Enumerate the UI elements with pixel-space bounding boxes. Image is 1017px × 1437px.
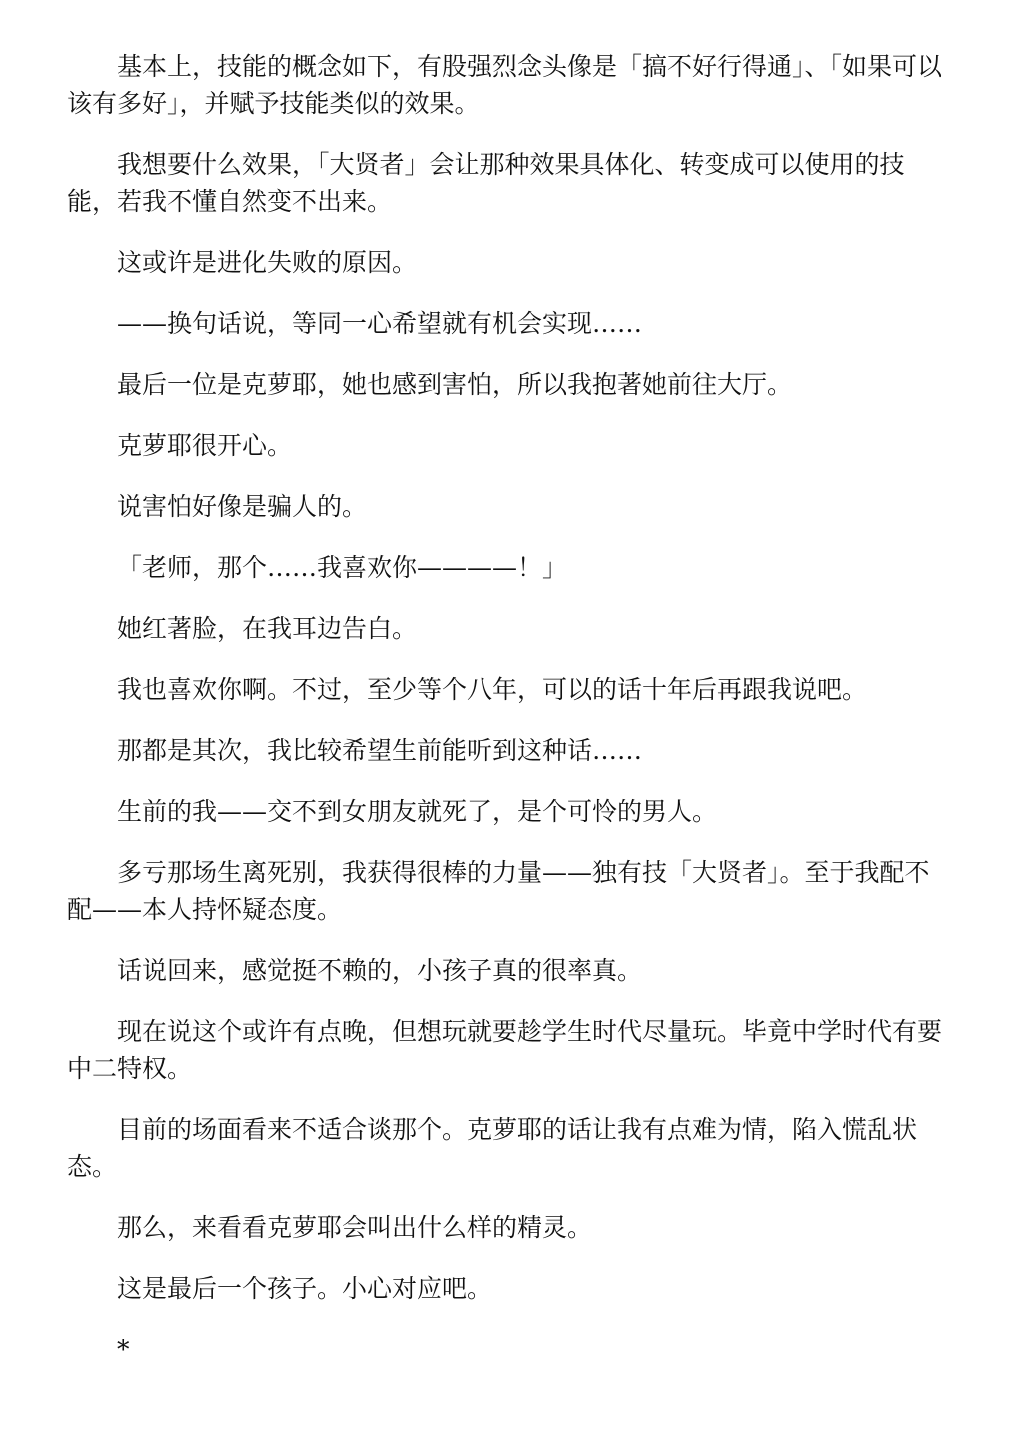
paragraph: 基本上，技能的概念如下，有股强烈念头像是「搞不好行得通」、「如果可以该有多好」，并赋予技能类似的效果。: [67, 52, 943, 118]
paragraph: 「老师，那个……我喜欢你————！」: [117, 553, 568, 582]
paragraph: 这是最后一个孩子。小心对应吧。: [117, 1274, 493, 1303]
paragraph: 那么，来看看克萝耶会叫出什么样的精灵。: [117, 1213, 593, 1242]
paragraph: 这或许是进化失败的原因。: [117, 248, 418, 277]
paragraph: 现在说这个或许有点晚，但想玩就要趁学生时代尽量玩。毕竟中学时代有要中二特权。: [67, 1017, 943, 1083]
paragraph: 那都是其次，我比较希望生前能听到这种话……: [117, 736, 643, 765]
paragraph: 她红著脸，在我耳边告白。: [117, 614, 418, 643]
section-separator: *: [117, 1335, 130, 1364]
paragraph: 多亏那场生离死别，我获得很棒的力量——独有技「大贤者」。至于我配不配——本人持怀疑态度。: [67, 858, 930, 924]
paragraph: 说害怕好像是骗人的。: [117, 492, 368, 521]
paragraph: 最后一位是克萝耶，她也感到害怕，所以我抱著她前往大厅。: [117, 370, 793, 399]
paragraph: 克萝耶很开心。: [117, 431, 293, 460]
paragraph: 我想要什么效果，「大贤者」会让那种效果具体化、转变成可以使用的技能，若我不懂自然变不出来。: [67, 150, 905, 216]
paragraph: ——换句话说，等同一心希望就有机会实现……: [117, 309, 643, 338]
paragraph: 生前的我——交不到女朋友就死了，是个可怜的男人。: [117, 797, 718, 826]
document-page: [67, 48, 947, 1392]
paragraph: 我也喜欢你啊。不过，至少等个八年，可以的话十年后再跟我说吧。: [117, 675, 868, 704]
paragraph: 目前的场面看来不适合谈那个。克萝耶的话让我有点难为情，陷入慌乱状态。: [67, 1115, 918, 1181]
paragraph: 话说回来，感觉挺不赖的，小孩子真的很率真。: [117, 956, 643, 985]
